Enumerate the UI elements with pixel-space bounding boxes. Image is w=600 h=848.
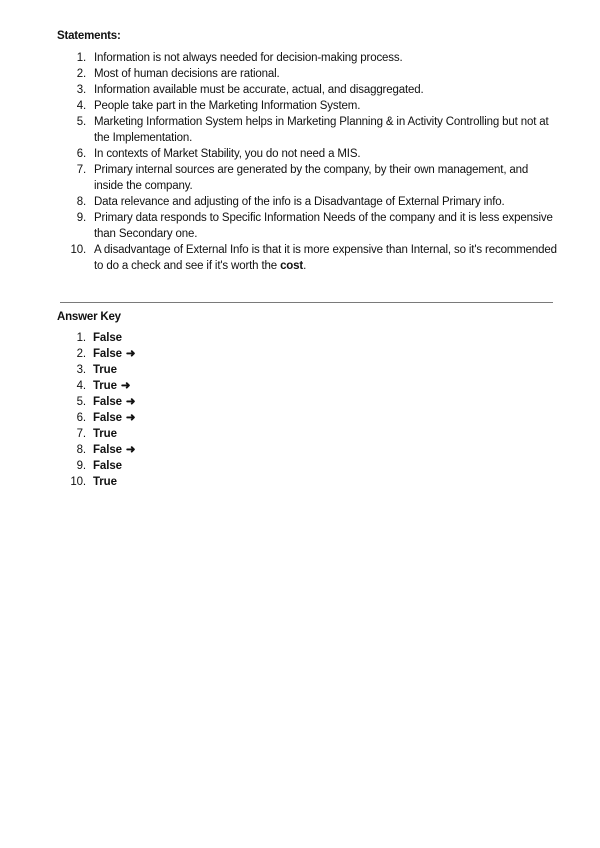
- statements-heading: Statements:: [57, 30, 121, 42]
- statement-text-main: Primary data responds to Specific Information Needs of the company and it is less expensive than Secondary one.: [94, 212, 553, 240]
- statement-text: [94, 244, 557, 272]
- answer-number: 1.: [76, 332, 86, 344]
- right-arrow-icon: ➜: [120, 380, 131, 392]
- section-divider: [60, 302, 553, 303]
- statement-number: 10.: [70, 244, 86, 256]
- statement-number: 7.: [76, 164, 86, 176]
- answer-value: False: [93, 412, 122, 424]
- statement-text: [94, 164, 528, 192]
- statement-text-main: Primary internal sources are generated by the company, by their own management, and inside the company.: [94, 164, 529, 192]
- statement-number: 4.: [76, 100, 86, 112]
- statement-text: [94, 52, 403, 64]
- statement-text-main: Most of human decisions are rational.: [94, 68, 280, 80]
- statement-emphasis: cost: [280, 260, 304, 272]
- answer-item: [57, 410, 357, 426]
- statement-text: [94, 100, 360, 112]
- statement-item: [57, 162, 557, 194]
- statement-item: [57, 98, 557, 114]
- answer-value: True: [93, 364, 117, 376]
- answer-key-heading: Answer Key: [57, 311, 121, 323]
- answer-item: [57, 426, 357, 442]
- answer-item: [57, 362, 357, 378]
- answer-value: False: [93, 460, 122, 472]
- right-arrow-icon: ➜: [125, 444, 136, 456]
- statement-number: 6.: [76, 148, 86, 160]
- statement-item: [57, 66, 557, 82]
- answer-number: 5.: [76, 396, 86, 408]
- answer-number: 3.: [76, 364, 86, 376]
- statement-number: 1.: [76, 52, 86, 64]
- answer-number: 8.: [76, 444, 86, 456]
- answer-value: True: [93, 380, 117, 392]
- statement-text-main: In contexts of Market Stability, you do not need a MIS.: [94, 148, 361, 160]
- statement-item: [57, 50, 557, 66]
- statement-text-main: A disadvantage of External Info is that it is more expensive than Internal, so it's recommended to do a check and see if it's worth the: [94, 244, 557, 272]
- statement-text-main: Data relevance and adjusting of the info is a Disadvantage of External Primary info.: [94, 196, 505, 208]
- answer-item: [57, 458, 357, 474]
- answer-number: 2.: [76, 348, 86, 360]
- answer-item: [57, 378, 357, 394]
- answer-item: [57, 394, 357, 410]
- statement-text: [94, 148, 360, 160]
- statement-text: [94, 212, 553, 240]
- statement-item: [57, 194, 557, 210]
- answer-value: False: [93, 396, 122, 408]
- answer-value: False: [93, 332, 122, 344]
- answer-number: 6.: [76, 412, 86, 424]
- answer-key-list: [57, 330, 357, 490]
- answer-item: [57, 442, 357, 458]
- statement-text-main: Information is not always needed for decision-making process.: [94, 52, 403, 64]
- statement-item: [57, 242, 557, 274]
- answer-item: [57, 346, 357, 362]
- answer-number: 10.: [70, 476, 86, 488]
- statement-item: [57, 114, 557, 146]
- right-arrow-icon: ➜: [125, 348, 136, 360]
- statement-number: 8.: [76, 196, 86, 208]
- statement-text-tail: .: [303, 260, 307, 272]
- answer-number: 7.: [76, 428, 86, 440]
- statement-text: [94, 116, 549, 144]
- answer-value: True: [93, 476, 117, 488]
- statement-text: [94, 68, 280, 80]
- statement-number: 9.: [76, 212, 86, 224]
- statement-item: [57, 82, 557, 98]
- answer-number: 4.: [76, 380, 86, 392]
- answer-value: False: [93, 348, 122, 360]
- answer-value: False: [93, 444, 122, 456]
- statement-text: [94, 84, 424, 96]
- statement-list: [57, 50, 557, 274]
- statement-number: 2.: [76, 68, 86, 80]
- statement-number: 5.: [76, 116, 86, 128]
- right-arrow-icon: ➜: [125, 396, 136, 408]
- answer-number: 9.: [76, 460, 86, 472]
- statement-item: [57, 210, 557, 242]
- answer-item: [57, 474, 357, 490]
- statement-text-main: People take part in the Marketing Information System.: [94, 100, 361, 112]
- answer-value: True: [93, 428, 117, 440]
- statement-item: [57, 146, 557, 162]
- statement-number: 3.: [76, 84, 86, 96]
- answer-item: [57, 330, 357, 346]
- statement-text-main: Information available must be accurate, actual, and disaggregated.: [94, 84, 424, 96]
- statement-text-main: Marketing Information System helps in Marketing Planning & in Activity Controlling but not at the Implementation.: [94, 116, 549, 144]
- statement-text: [94, 196, 505, 208]
- right-arrow-icon: ➜: [125, 412, 136, 424]
